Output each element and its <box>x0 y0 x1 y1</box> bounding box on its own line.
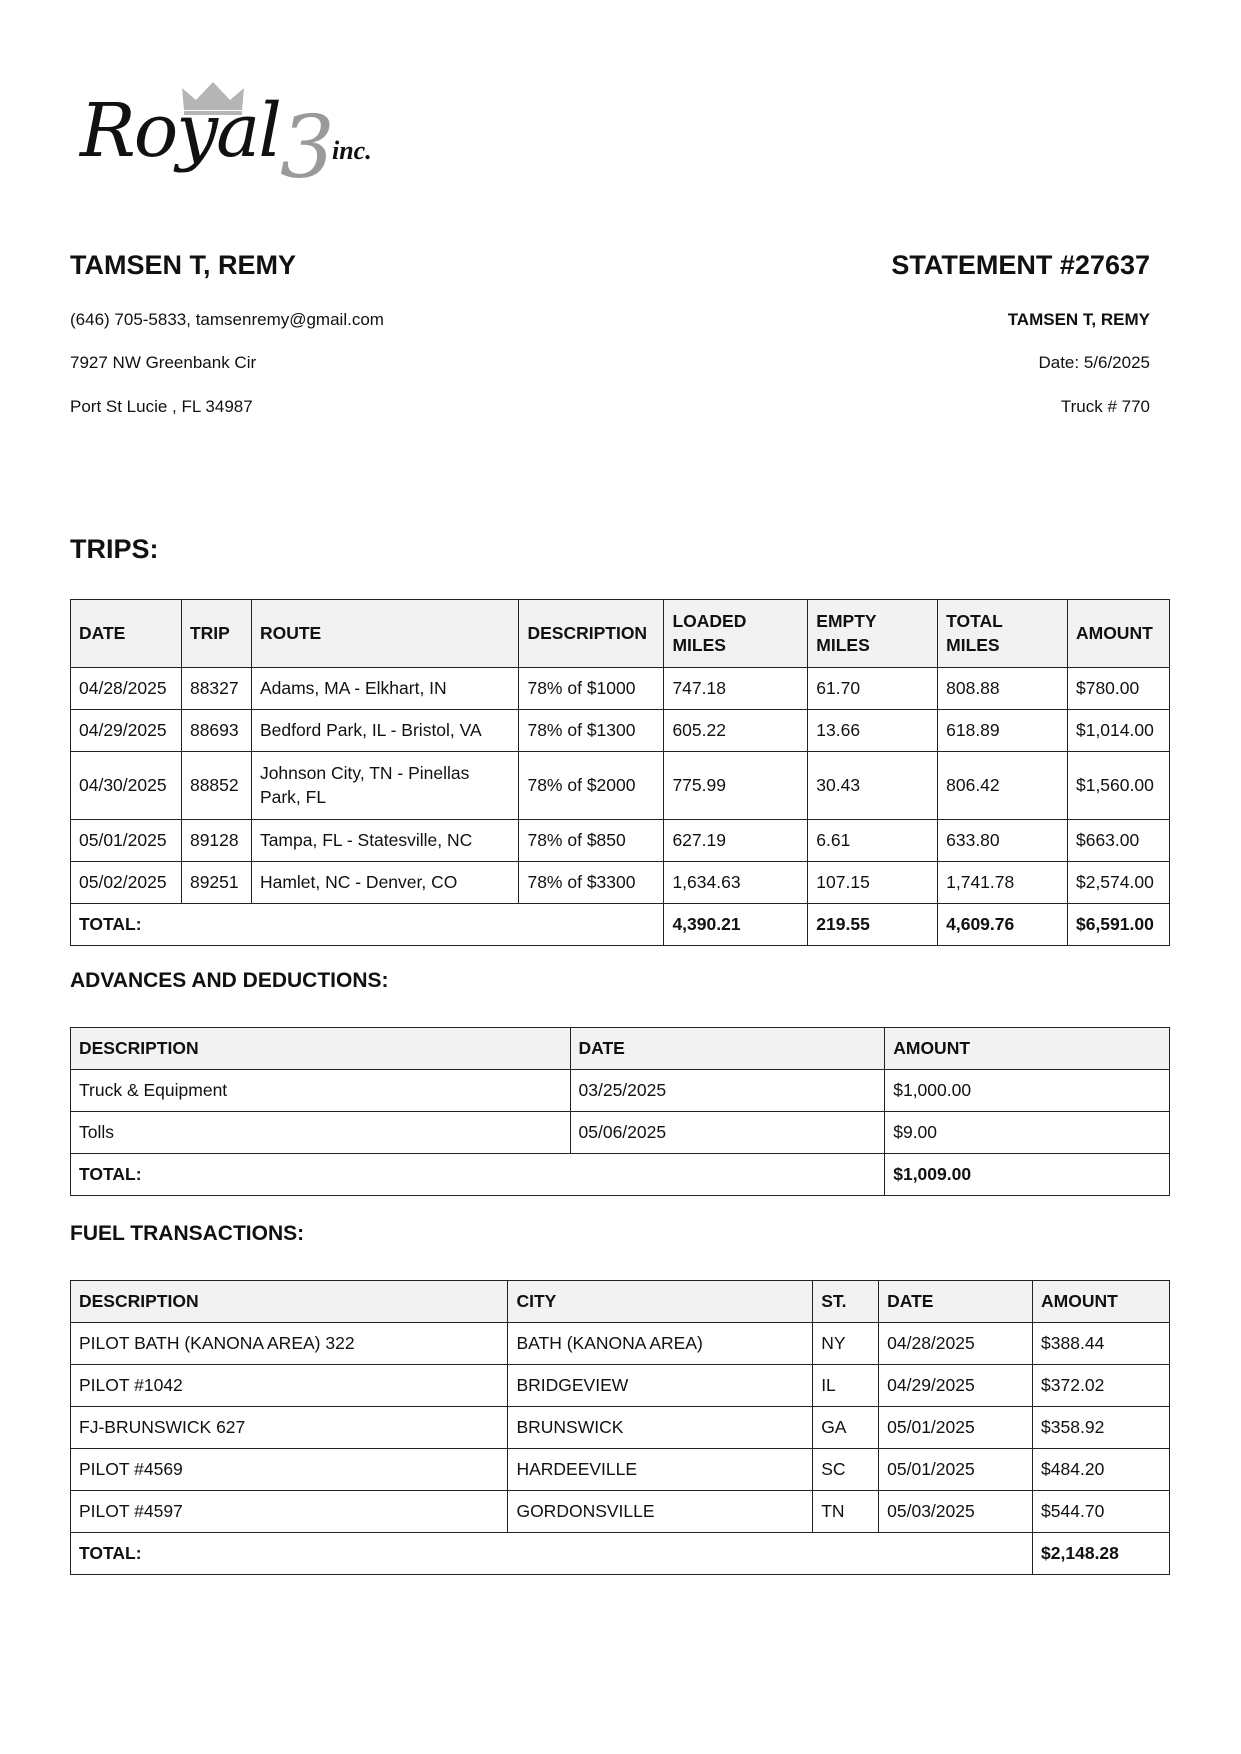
total-loaded-miles: 4,390.21 <box>664 904 808 946</box>
table-cell: 6.61 <box>808 820 938 862</box>
table-cell: NY <box>813 1323 879 1365</box>
column-header: CITY <box>508 1281 813 1323</box>
table-cell: 88852 <box>181 752 251 820</box>
table-cell: GA <box>813 1407 879 1449</box>
column-header: ROUTE <box>251 600 519 668</box>
table-row <box>71 1449 1170 1491</box>
table-cell: 05/01/2025 <box>879 1449 1033 1491</box>
table-cell: HARDEEVILLE <box>508 1449 813 1491</box>
table-cell: 747.18 <box>664 668 808 710</box>
table-row <box>71 752 1170 820</box>
table-cell: $372.02 <box>1033 1365 1170 1407</box>
table-cell: 04/29/2025 <box>879 1365 1033 1407</box>
table-cell: $388.44 <box>1033 1323 1170 1365</box>
table-cell: Tampa, FL - Statesville, NC <box>251 820 519 862</box>
column-header: ST. <box>813 1281 879 1323</box>
table-cell: PILOT BATH (KANONA AREA) 322 <box>71 1323 508 1365</box>
logo-number: 3 <box>280 98 335 198</box>
fuel-title: FUEL TRANSACTIONS: <box>70 1222 305 1245</box>
table-cell: FJ-BRUNSWICK 627 <box>71 1407 508 1449</box>
column-header: DATE <box>71 600 182 668</box>
column-header: DATE <box>570 1028 885 1070</box>
table-cell: Johnson City, TN - Pinellas Park, FL <box>251 752 519 820</box>
table-cell: $358.92 <box>1033 1407 1170 1449</box>
table-cell: 05/02/2025 <box>71 862 182 904</box>
table-cell: 618.89 <box>938 710 1068 752</box>
address-line-2: Port St Lucie , FL 34987 <box>70 397 253 416</box>
table-row <box>71 1070 1170 1112</box>
logo-script: Royal <box>80 88 280 174</box>
table-cell: 89128 <box>181 820 251 862</box>
table-cell: Tolls <box>71 1112 571 1154</box>
table-cell: PILOT #1042 <box>71 1365 508 1407</box>
column-header: AMOUNT <box>885 1028 1170 1070</box>
total-amount: $2,148.28 <box>1033 1533 1170 1575</box>
table-cell: 605.22 <box>664 710 808 752</box>
fuel-total-row <box>71 1533 1170 1575</box>
column-header: DATE <box>879 1281 1033 1323</box>
table-cell: 89251 <box>181 862 251 904</box>
table-row <box>71 1365 1170 1407</box>
table-cell: BATH (KANONA AREA) <box>508 1323 813 1365</box>
table-cell: TN <box>813 1491 879 1533</box>
table-cell: $1,560.00 <box>1067 752 1169 820</box>
total-label: TOTAL: <box>71 1154 885 1196</box>
table-cell: 633.80 <box>938 820 1068 862</box>
trips-title: TRIPS: <box>70 534 159 564</box>
total-label: TOTAL: <box>71 904 664 946</box>
table-cell: 05/03/2025 <box>879 1491 1033 1533</box>
table-cell: 88327 <box>181 668 251 710</box>
table-cell: 04/28/2025 <box>879 1323 1033 1365</box>
statement-date: Date: 5/6/2025 <box>1038 353 1150 372</box>
total-amount: $1,009.00 <box>885 1154 1170 1196</box>
table-cell: 05/06/2025 <box>570 1112 885 1154</box>
table-row <box>71 1491 1170 1533</box>
table-cell: 03/25/2025 <box>570 1070 885 1112</box>
company-logo <box>70 70 390 200</box>
table-cell: 05/01/2025 <box>879 1407 1033 1449</box>
table-cell: 13.66 <box>808 710 938 752</box>
column-header: AMOUNT <box>1067 600 1169 668</box>
statement-number: STATEMENT #27637 <box>891 250 1150 280</box>
column-header: EMPTY MILES <box>808 600 938 668</box>
table-cell: $663.00 <box>1067 820 1169 862</box>
table-cell: IL <box>813 1365 879 1407</box>
table-cell: 1,634.63 <box>664 862 808 904</box>
column-header: AMOUNT <box>1033 1281 1170 1323</box>
table-cell: SC <box>813 1449 879 1491</box>
table-cell: Hamlet, NC - Denver, CO <box>251 862 519 904</box>
table-cell: $1,000.00 <box>885 1070 1170 1112</box>
table-cell: 78% of $850 <box>519 820 664 862</box>
table-row <box>71 862 1170 904</box>
table-cell: $9.00 <box>885 1112 1170 1154</box>
logo-suffix: inc. <box>332 136 372 165</box>
table-cell: 808.88 <box>938 668 1068 710</box>
column-header: TRIP <box>181 600 251 668</box>
table-row <box>71 820 1170 862</box>
column-header: DESCRIPTION <box>71 1281 508 1323</box>
table-cell: 78% of $2000 <box>519 752 664 820</box>
table-cell: 775.99 <box>664 752 808 820</box>
table-cell: BRUNSWICK <box>508 1407 813 1449</box>
fuel-header-row <box>71 1281 1170 1323</box>
truck-number: Truck # 770 <box>1060 397 1150 416</box>
address-line-1: 7927 NW Greenbank Cir <box>70 353 257 372</box>
column-header: DESCRIPTION <box>71 1028 571 1070</box>
deductions-total-row <box>71 1154 1170 1196</box>
table-cell: 78% of $1000 <box>519 668 664 710</box>
column-header: DESCRIPTION <box>519 600 664 668</box>
table-cell: 1,741.78 <box>938 862 1068 904</box>
table-cell: 30.43 <box>808 752 938 820</box>
total-label: TOTAL: <box>71 1533 1033 1575</box>
table-cell: PILOT #4569 <box>71 1449 508 1491</box>
driver-name: TAMSEN T, REMY <box>70 250 297 280</box>
table-cell: 04/29/2025 <box>71 710 182 752</box>
table-row <box>71 1323 1170 1365</box>
table-row <box>71 1407 1170 1449</box>
statement-name: TAMSEN T, REMY <box>1007 310 1150 329</box>
trips-total-row <box>71 904 1170 946</box>
contact-info: (646) 705-5833, tamsenremy@gmail.com <box>70 310 384 329</box>
trips-table <box>70 599 1170 946</box>
table-cell: PILOT #4597 <box>71 1491 508 1533</box>
column-header: TOTAL MILES <box>938 600 1068 668</box>
table-cell: 61.70 <box>808 668 938 710</box>
table-row <box>71 668 1170 710</box>
table-cell: 107.15 <box>808 862 938 904</box>
table-row <box>71 1112 1170 1154</box>
table-cell: 627.19 <box>664 820 808 862</box>
table-cell: 04/30/2025 <box>71 752 182 820</box>
trips-header-row <box>71 600 1170 668</box>
deductions-title: ADVANCES AND DEDUCTIONS: <box>70 969 389 992</box>
table-cell: $484.20 <box>1033 1449 1170 1491</box>
table-cell: Adams, MA - Elkhart, IN <box>251 668 519 710</box>
table-cell: 04/28/2025 <box>71 668 182 710</box>
table-cell: BRIDGEVIEW <box>508 1365 813 1407</box>
table-cell: 78% of $3300 <box>519 862 664 904</box>
table-row <box>71 710 1170 752</box>
table-cell: $544.70 <box>1033 1491 1170 1533</box>
table-cell: $2,574.00 <box>1067 862 1169 904</box>
total-empty-miles: 219.55 <box>808 904 938 946</box>
table-cell: 05/01/2025 <box>71 820 182 862</box>
deductions-header-row <box>71 1028 1170 1070</box>
fuel-table <box>70 1280 1170 1575</box>
table-cell: 78% of $1300 <box>519 710 664 752</box>
deductions-table <box>70 1027 1170 1196</box>
table-cell: $1,014.00 <box>1067 710 1169 752</box>
table-cell: $780.00 <box>1067 668 1169 710</box>
total-amount: $6,591.00 <box>1067 904 1169 946</box>
column-header: LOADED MILES <box>664 600 808 668</box>
table-cell: GORDONSVILLE <box>508 1491 813 1533</box>
table-cell: Bedford Park, IL - Bristol, VA <box>251 710 519 752</box>
table-cell: 806.42 <box>938 752 1068 820</box>
total-miles: 4,609.76 <box>938 904 1068 946</box>
table-cell: 88693 <box>181 710 251 752</box>
table-cell: Truck & Equipment <box>71 1070 571 1112</box>
